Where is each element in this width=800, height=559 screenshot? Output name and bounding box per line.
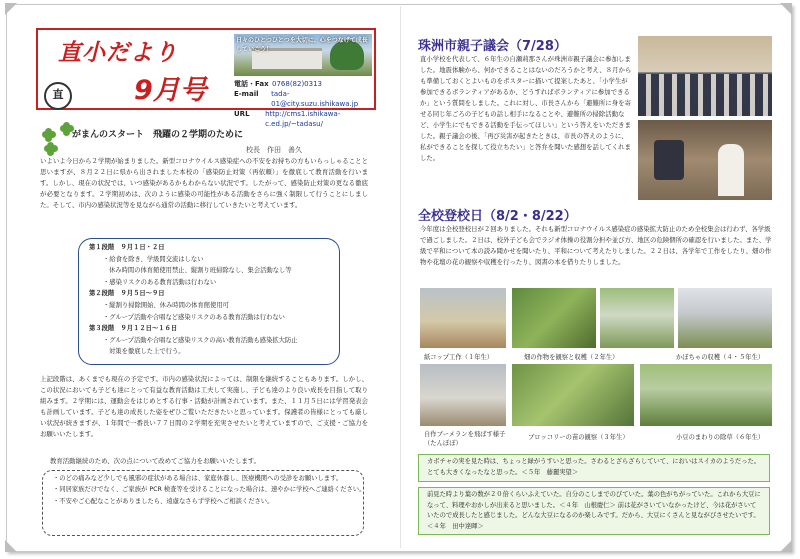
page-curl (5, 540, 17, 552)
article-headline: がまんのスタート 飛躍の２学期のために (72, 130, 244, 140)
phase-item: ・感染リスクのある教育活動は行わない (103, 278, 217, 286)
email-link[interactable]: tada-01@city.suzu.ishikawa.jp (271, 90, 359, 108)
school-emblem-icon: 直 (44, 82, 72, 110)
clover-icon (42, 128, 56, 142)
requests-box (42, 470, 364, 536)
clover-icon (44, 142, 58, 156)
request-item: ・のどの痛みなど少しでも風邪の症状がある場合は、家庭休養し、医療機関への受診をお願いします。 (53, 475, 343, 482)
request-item: ・不安やご心配なことがありましたら、遠慮なさらず学校へご相談ください。 (53, 497, 274, 505)
request-item: ・同居家族だけでなく、ご家族が PCR 検査等を受けることになった場合は、速やかに学校へご連絡ください。 (53, 486, 366, 494)
photo-pumpkin-observe (600, 288, 674, 348)
school-photo (234, 34, 372, 76)
contact-info (234, 79, 374, 129)
intro-paragraph: いよいよ今日から２学期が始まりました。新型コロナウイルス感染症への不安をお持ちの方もいらっしゃることと思いますが、８月２２日に県から出されました本校の「感染防止対策（再依頼）」を徹底して教育活動を行います。しかし、現在の状況では、いつ感染があるかもわからない状況です。したがって、感染防止対策の更なる徹底が必要となります。２学期初めは、次のように感染の可能性がある活動をさらに強く制限して行うことにしました。そして、市内の感染状況等を見ながら通常の活動に移行していきたいと考えています。 (40, 157, 368, 209)
issue-month: 9月号 (134, 75, 207, 106)
photo-weeding (640, 364, 772, 426)
phase-schedule-box (78, 238, 340, 365)
section-title-parent-assembly: 珠洲市親子議会（7/28） (418, 39, 567, 54)
photo-assembly-speech (638, 120, 772, 200)
byline: 校長 作田 善久 (246, 146, 302, 154)
section-title-school-day: 全校登校日（8/2・8/22） (418, 209, 577, 224)
phase-item: ・給食を除き、学級間交流はしない (103, 255, 204, 263)
photo-garden-harvest (512, 288, 596, 348)
phase-heading: 第３段階 ９月１２日～１６日 (89, 325, 178, 333)
photo-caption: かぼちゃの収穫（４・５年生） (676, 354, 765, 361)
phase-item: 対策を徹底した上で行う。 (109, 348, 185, 356)
photo-boomerang (420, 364, 506, 426)
photo-caption: 紙コップ工作（１年生） (424, 354, 494, 361)
assembly-paragraph: 直小学校を代表して、６年生の自瀬莉那さんが珠洲市親子議会に参加しました。地震体験から、何かできることはないのだろうかと考え、８月からも準備しておくとよいものをポスターに描いて提案したあと、「小学生が参加できるボランティアがあるか、どうすればボランティアに参加できるか」という質問をしました。これに対し、市長さんから「避難所に身を寄せる同じ年ごろの子どもの話し相手になることや、避難所の掃除活動など、小学生にでもできる活動を手伝ってほしい」という答えをいただきました。親子議会の後、「再び災害が起きたときは、市長の答えのように、私ができることを探して役立ちたい」と答弁を聞いた感想を話してくれました。 (420, 55, 632, 162)
phase-heading: 第１段階 ９月１日・２日 (89, 244, 165, 251)
phase-item: ・縦割り掃除開始、休み時間の体育館使用可 (103, 301, 229, 309)
phase-heading: 第２段階 ９月５日～９日 (89, 290, 165, 298)
photo-caption: ブロッコリーの苗の観察（３年生） (528, 434, 629, 441)
phase-item: ・グループ活動や合唱など感染リスクのある教育活動は行わない (103, 313, 285, 321)
phase-item: 休み時間の体育館使用禁止、縦割り班掃除なし、集会活動なし等 (109, 267, 292, 275)
photo-pumpkin-harvest (678, 288, 772, 348)
photo-paper-cup-craft (420, 288, 506, 348)
photo-assembly-group (638, 36, 772, 116)
contact-label: E-mail (234, 90, 259, 98)
url-link[interactable]: http://cms1.ishikawa-c.ed.jp/~tadasu/ (265, 110, 341, 128)
contact-value: 0768(82)0313 (272, 80, 322, 88)
newsletter-title: 直小だより (58, 40, 178, 66)
contact-label: URL (234, 110, 250, 118)
contact-label: 電話・Fax (234, 80, 269, 88)
closing-paragraph: 教育活動継続のため、次の点について改めてご協力をお願いいたします。 (50, 457, 260, 465)
masthead (36, 28, 376, 128)
page-curl (5, 3, 17, 15)
phase-item: ・グループ活動や合唱など感染リスクの高い教育活動も感染拡大防止 (103, 336, 298, 344)
page-curl (780, 3, 792, 15)
school-day-paragraph: 今年度は全校登校日が２回ありました。それも新型コロナウイルス感染症の感染拡大防止のため全校集会は行わず、各学級で過ごしました。２日は、校外子ども会でラジオ体操の役割分担や並び方、地区の危険個所の確認を行いました。また、学級で平和について本の読み聞かせを聞いたり、平和について考えたりしました。２２日は、各学年で工作をしたり、畑の作物や花壇の花の観察や収穫を行ったり、図書の本を借りたりしました。 (420, 225, 772, 266)
body-paragraph: 上記段階は、あくまでも現在の予定です。市内の感染状況によっては、制限を継続することもあります。しかし、この状況においても子ども達にとって有益な教育活動は工夫して実施し、子ども達のより良い成長を目指して取り組みます。２学期には、運動会をはじめとする行事・活動が計画されています。また、１１月５日には学習発表会も計画しています。子ども達の成長した姿をぜひご覧いただきたいと思っています。保護者の皆様にとっても厳しい状況が続きますが、１年間で一番長い７７日間の２学期を充実させたいと考えていますので、ご支援・ご協力をお願いいたします。 (40, 375, 368, 438)
photo-caption: 自作ブーメランを飛ばす様子（たんぽぽ） (424, 431, 506, 447)
student-comment-box: 前見た時より葉の数が２０倍くらいふえていた。自分のこしまでのびていた。葉の色がちがっていた。これから大豆になって、料理やおかしが出来ると思いました。＜４年 山根慶仁＞ 前は花がさいていなかったけど、今は花がさいていたので成長したと感じました。どんな大豆になるのか楽しみです。だから、大豆にくさんと見ながびさせたいです。＜４年 田中達暉＞ (418, 487, 770, 535)
page-fold (400, 6, 401, 548)
photo-caption: 畑の作物を観察と収穫（２年生） (524, 354, 619, 361)
photo-caption: 小豆のまわりの除草（６年生） (676, 434, 765, 441)
photo-broccoli (512, 364, 634, 426)
student-comment-box: カボチャの実を見た時は、ちょっと緑がうすいと思った。さわるとざらざらしていて、においはスイカのようだった。とても大きくなったなと思った。＜５年 藤麗実望＞ (418, 454, 770, 482)
photo-caption: 日々のひとつひとつを大切に、心をつなげて成長していこう！ (236, 37, 368, 53)
page-curl (780, 540, 792, 552)
